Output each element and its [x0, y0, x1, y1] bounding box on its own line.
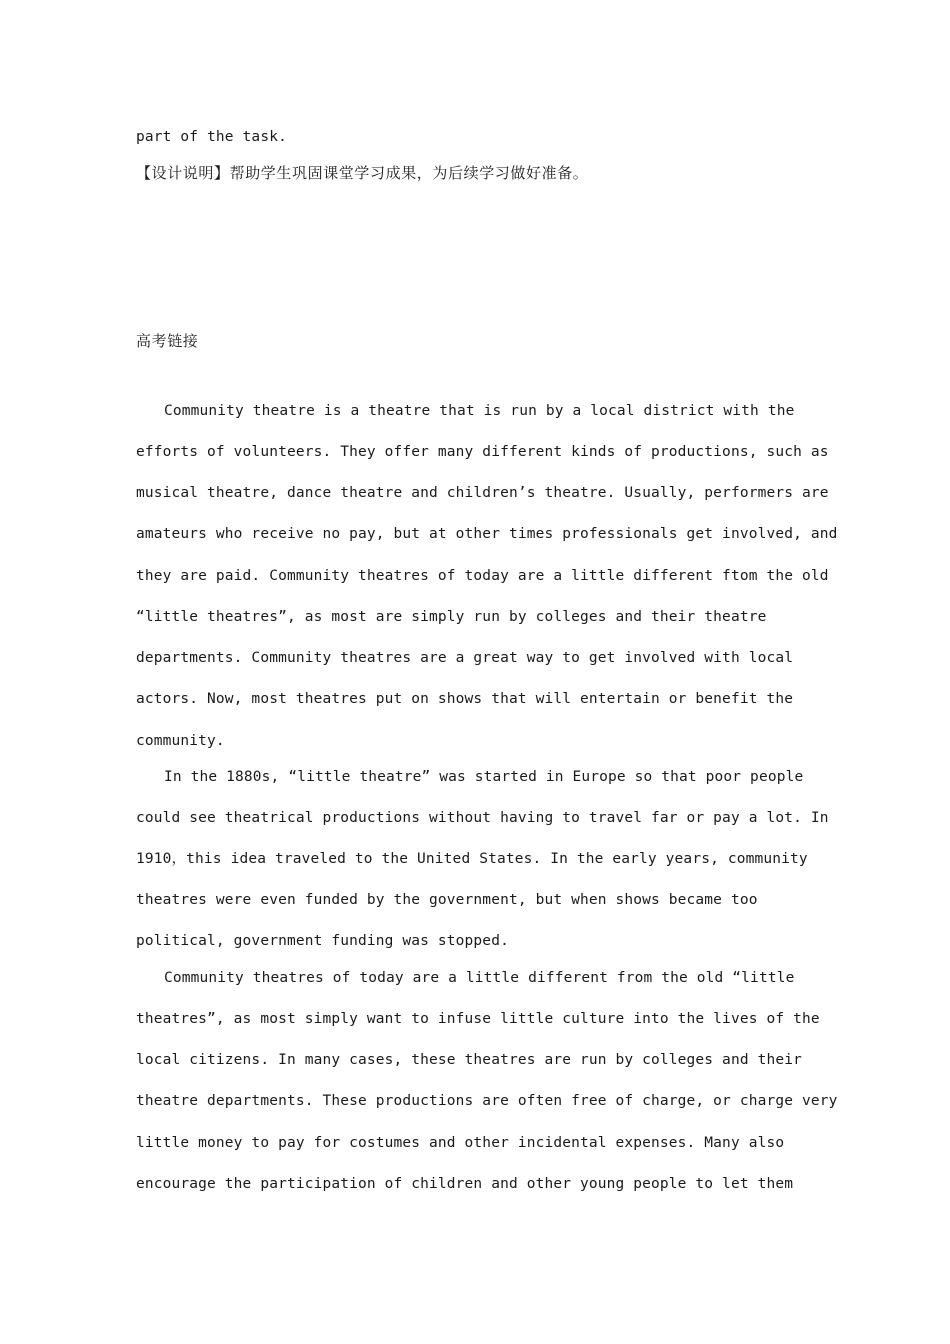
- passage-line: theatres”, as most simply want to infuse little culture into the lives of the: [136, 1011, 820, 1027]
- passage-line: little money to pay for costumes and other incidental expenses. Many also: [136, 1135, 785, 1151]
- passage-line: they are paid. Community theatres of today are a little different ftom the old: [136, 568, 829, 584]
- passage-line: could see theatrical productions without having to travel far or pay a lot. In: [136, 810, 829, 826]
- passage-line: political, government funding was stopped.: [136, 933, 509, 949]
- passage-line: Community theatres of today are a little different from the old “little: [164, 970, 795, 986]
- passage-line: efforts of volunteers. They offer many different kinds of productions, such as: [136, 444, 829, 460]
- passage-line: Community theatre is a theatre that is run by a local district with the: [164, 403, 795, 419]
- section-heading: 高考链接: [136, 332, 199, 350]
- passage-line: departments. Community theatres are a great way to get involved with local: [136, 650, 794, 666]
- passage-line: theatres were even funded by the government, but when shows became too: [136, 892, 758, 908]
- design-note: 【设计说明】帮助学生巩固课堂学习成果，为后续学习做好准备。: [136, 164, 589, 182]
- text-line: part of the task.: [136, 129, 287, 145]
- passage-line: local citizens. In many cases, these theatres are run by colleges and their: [136, 1052, 802, 1068]
- passage-line: encourage the participation of children and other young people to let them: [136, 1176, 794, 1192]
- passage-line: “little theatres”, as most are simply run by colleges and their theatre: [136, 609, 767, 625]
- passage-line: amateurs who receive no pay, but at other times professionals get involved, and: [136, 526, 838, 542]
- passage-line: In the 1880s, “little theatre” was started in Europe so that poor people: [164, 769, 804, 785]
- passage-line: actors. Now, most theatres put on shows that will entertain or benefit the: [136, 691, 794, 707]
- passage-line: theatre departments. These productions are often free of charge, or charge very: [136, 1093, 838, 1109]
- passage-line: community.: [136, 733, 225, 749]
- passage-line: 1910，this idea traveled to the United States. In the early years, community: [136, 851, 808, 867]
- passage-line: musical theatre, dance theatre and children’s theatre. Usually, performers are: [136, 485, 829, 501]
